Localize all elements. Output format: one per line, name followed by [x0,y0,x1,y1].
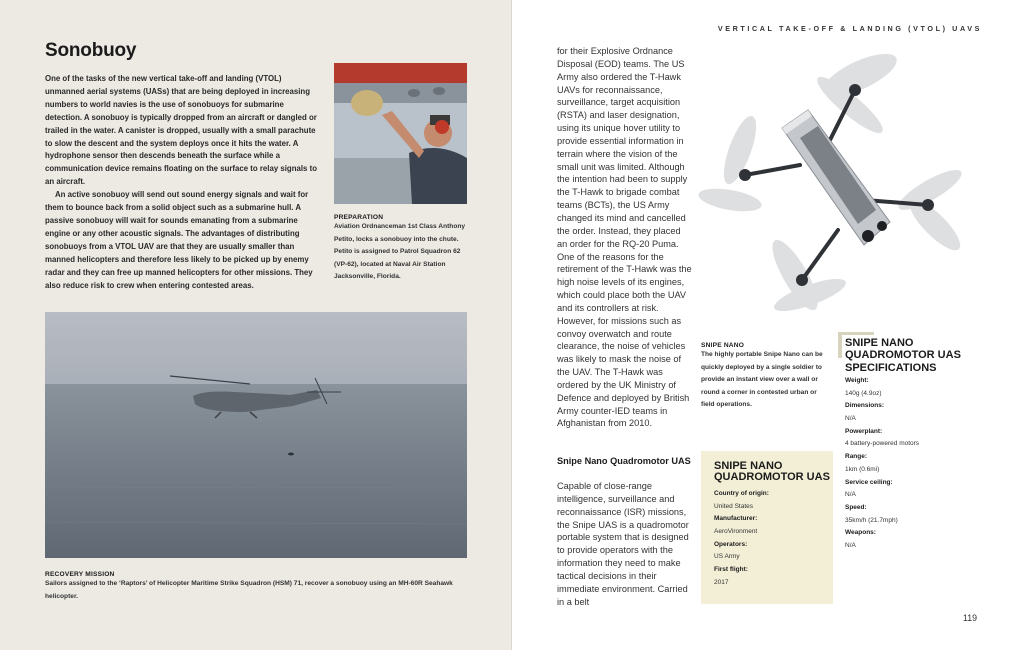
recovery-caption [45,571,465,603]
spec-value: 4 battery-powered motors [845,440,920,448]
spec-box [701,451,833,604]
spec-value: N/A [845,491,856,499]
spec-label: First flight: [714,566,748,574]
spec-list-accent-top [838,332,874,335]
spec-value: 1km (0.6mi) [845,465,880,473]
spec-label: Service ceiling: [845,478,893,486]
spec-box-title: SNIPE NANO QUADROMOTOR UAS [714,460,830,484]
spec-label: Manufacturer: [714,515,758,523]
spec-value: 140g (4.9oz) [845,389,882,397]
spec-label: Powerplant: [845,427,883,435]
spec-label: Weight: [845,376,869,384]
spec-value: AeroVironment [714,527,758,535]
spec-list-title: SNIPE NANO QUADROMOTOR UAS SPECIFICATIONS [845,337,961,374]
preparation-caption-title: PREPARATION [334,214,384,221]
spec-label: Speed: [845,503,867,511]
spec-value: N/A [845,542,856,550]
spec-value: 2017 [714,578,729,586]
recovery-caption-text: Sailors assigned to the ‘Raptors’ of Helicopter Maritime Strike Squadron (HSM) 71, recover a sonobuoy using an MH-60R Seahawk helicopter. [45,580,453,600]
spec-list-accent [838,332,842,358]
body-text-column-2: Capable of close-range intelligence, surveillance and reconnaissance (ISR) missions, the Snipe UAS is a quadromotor portable system that is designed to provide operators with the information they need to make tactical decisions in their immediate environment. Carried in a belt [557,481,689,607]
intro-text [45,73,317,292]
spec-list [845,337,985,553]
section-title: Sonobuoy [45,40,137,61]
spec-value: N/A [845,415,856,422]
spec-label: Operators: [714,540,748,548]
spec-label: Dimensions: [845,402,885,410]
spec-value: 35km/h (21.7mph) [845,516,898,524]
recovery-photo [45,312,467,558]
preparation-caption-text: Aviation Ordnanceman 1st Class Anthony Petito, locks a sonobuoy into the chute. Petito is assigned to Patrol Squadron 62 (VP-62), located at Naval Air Station Jacksonville, Florida. [334,223,466,281]
spec-label: Country of origin: [714,489,769,497]
recovery-caption-title: RECOVERY MISSION [45,571,115,578]
snipe-caption [701,342,831,412]
spec-label: Range: [845,453,868,461]
preparation-photo [334,63,467,204]
spec-value: United States [714,502,754,510]
spec-label: Weapons: [845,529,876,537]
preparation-caption [334,214,474,284]
snipe-caption-title: SNIPE NANO [701,342,745,349]
body-text-column: for their Explosive Ordnance Disposal (EOD) teams. The US Army also ordered the T-Hawk UAVs for reconnaissance, surveillance, target acquisition (RSTA) and laser designation, using its unique hover utility to provide essential information in terrain where the vision of the small unit was limited. Although the intention had been to supply the T-Hawk to brigade combat teams (BCTs), the US Army changed its mind and cancelled the order. Instead, they placed an order for the RQ-20 Puma. One of the reasons for the retirement of the T-Hawk was the high noise levels of its engines, which could place both the UAV and its controllers at risk. However, for missions such as convoy overwatch and route clearance, the noise of vehicles was likely to mask the noise of the UAV. The T-Hawk was ordered by the UK Ministry of Defence and deployed by British Army counter-IED teams in Afghanistan from 2010. [557,46,692,429]
intro-paragraph-2: An active sonobuoy will send out sound energy signals and wait for them to bounce back from a solid object such as a submarine hull. A passive sonobuoy will wait for sounds emanating from a submarine engine or any other acoustic signals. The advantages of distributing sonobuoys from a VTOL UAV are that they are usually smaller than manned helicopters and therefore less likely to be picked up by enemy radar and they can free up manned helicopters for other missions. They also reduce risk to crew when entering contested areas. [45,190,313,290]
snipe-nano-drone-image [690,40,995,336]
page-number: 119 [963,613,978,623]
intro-paragraph-1: One of the tasks of the new vertical take-off and landing (VTOL) unmanned aerial systems (UASs) that are being deployed in increasing numbers to world navies is the use of sonobuoys for submarine detection. A sonobuoy is typically dropped from an aircraft or dangled or trailed in the water. A canister is dropped, usually with a small parachute to slow the descent and the system deploys once it hits the water. A hydrophone sensor then descends beneath the surface while a communication device remains floating on the surface to relay signals to an aircraft. [45,74,317,187]
snipe-caption-text: The highly portable Snipe Nano can be quickly deployed by a single soldier to provide an instant view over a wall or round a corner in contested urban or field operations. [701,351,823,409]
spec-value: US Army [714,553,740,561]
running-head: VERTICAL TAKE-OFF & LANDING (VTOL) UAVS [717,24,982,33]
snipe-subheading: Snipe Nano Quadromotor UAS [557,456,691,466]
